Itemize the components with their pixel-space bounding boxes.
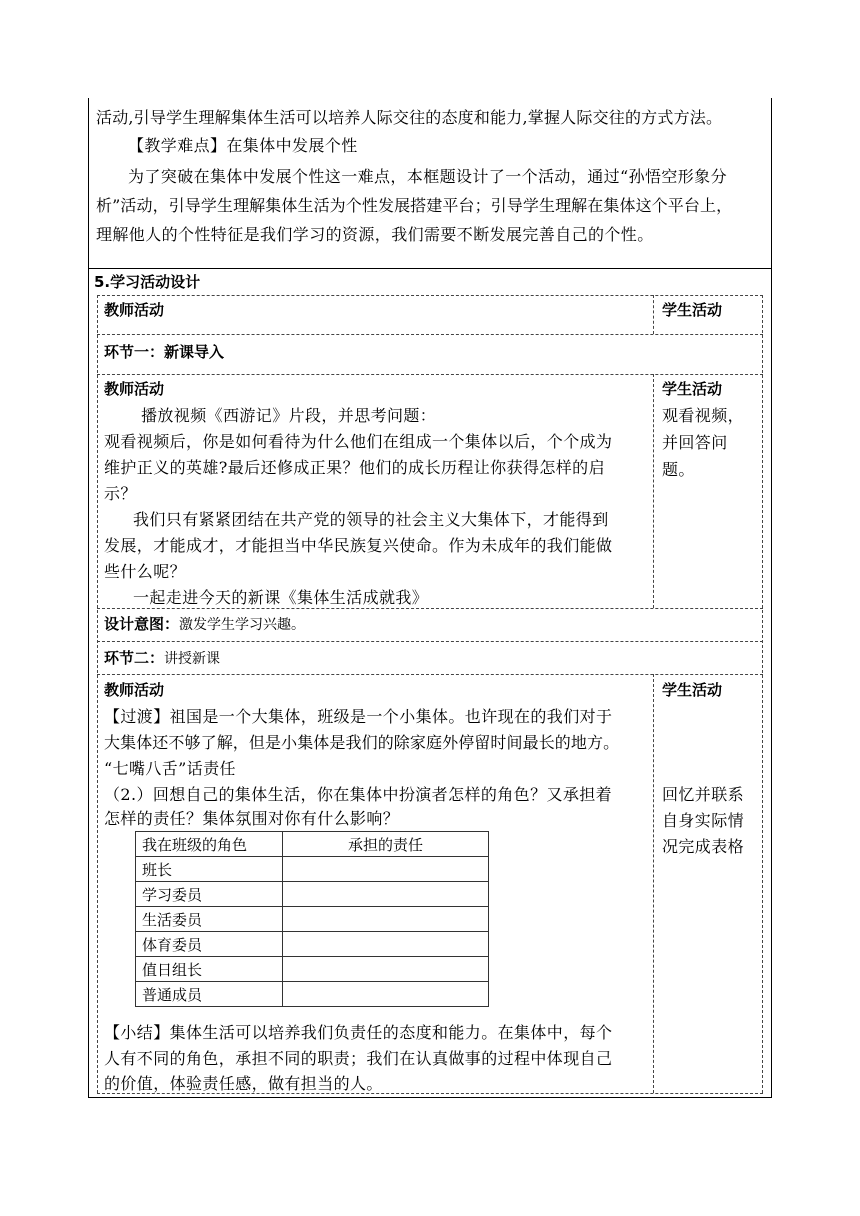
summary-line-3: 的价值，体验责任感，做有担当的人。 [104,1074,383,1093]
stage2-line-1: 【过渡】祖国是一个大集体，班级是一个小集体。也许现在的我们对于 [104,707,613,726]
grid-h-after-intent [97,641,763,642]
stage1-line-3: 维护正义的英雄?最后还修成正果？他们的成长历程让你获得怎样的启 [104,458,605,477]
stage2-line-2: 大集体还不够了解，但是小集体是我们的除家庭外停留时间最长的地方。 [104,733,620,752]
stage2-title-row [104,647,220,670]
stage1-title: 环节一：新课导入 [104,343,225,361]
table-row [136,882,489,907]
roles-table-header-row [136,832,489,857]
grid-v-right [762,295,763,1093]
grid-v-mid-stage1 [653,374,654,608]
stage2-line-5: 怎样的责任？集体氛围对你有什么影响？ [104,809,400,828]
stage2-label: 环节二： [104,649,165,667]
grid-h-after-stage1 [97,374,763,375]
stage2-line-3: “七嘴八舌”话责任 [104,759,236,778]
role-cell: 生活委员 [136,907,283,932]
section-title: 5.学习活动设计 [94,273,201,291]
stage1-line-4: 示？ [104,484,137,503]
duty-cell[interactable] [283,957,489,982]
table-row [136,982,489,1007]
table-row [136,957,489,982]
stage1-line-1: 播放视频《西游记》片段，并思考问题： [141,406,437,425]
intro-line-1: 活动,引导学生理解集体生活可以培养人际交往的态度和能力,掌握人际交往的方式方法。 [96,108,723,127]
duty-cell[interactable] [283,882,489,907]
stage2-text: 讲授新课 [164,651,221,667]
outer-left-border [88,98,89,1098]
grid-v-mid-header [653,295,654,334]
stage2-student-line-3: 况完成表格 [662,837,745,856]
stage1-line-6: 发展，才能成才，才能担当中华民族复兴使命。作为未成年的我们能做 [104,536,613,555]
stage1-student-line-2: 并回答问 [662,433,728,452]
role-cell: 普通成员 [136,982,283,1007]
design-intent-row [104,613,305,636]
outer-bottom-border [88,1097,772,1098]
stage2-teacher-heading: 教师活动 [104,681,165,699]
stage1-line-8: 一起走进今天的新课《集体生活成就我》 [133,588,429,607]
roles-header-duty: 承担的责任 [283,832,489,857]
table-row [136,932,489,957]
grid-h-after-stage2 [97,674,763,675]
grid-h-after-header [97,334,763,335]
header-student-activity: 学生活动 [662,301,723,319]
header-teacher-activity: 教师活动 [104,301,165,319]
role-cell: 学习委员 [136,882,283,907]
role-cell: 体育委员 [136,932,283,957]
roles-header-role: 我在班级的角色 [136,832,283,857]
intro-para-line-3: 理解他人的个性特征是我们学习的资源，我们需要不断发展完善自己的个性。 [96,225,654,244]
intro-para-line-1: 为了突破在集体中发展个性这一难点，本框题设计了一个活动，通过“孙悟空形象分 [128,167,727,186]
duty-cell[interactable] [283,932,489,957]
summary-line-2: 人有不同的角色，承担不同的职责；我们在认真做事的过程中体现自己 [104,1049,613,1068]
design-intent-label: 设计意图： [104,615,180,633]
stage2-student-line-2: 自身实际情 [662,811,745,830]
stage1-line-7: 些什么呢？ [104,562,187,581]
stage1-student-heading: 学生活动 [662,380,723,398]
stage1-teacher-heading: 教师活动 [104,380,165,398]
difficulty-text: 在集体中发展个性 [226,136,358,155]
difficulty-tag: 【教学难点】 [128,136,227,155]
roles-table [135,831,489,1007]
stage2-line-4: （2.）回想自己的集体生活，你在集体中扮演者怎样的角色？又承担着 [104,785,613,804]
duty-cell[interactable] [283,907,489,932]
summary-line-1: 【小结】集体生活可以培养我们负责任的态度和能力。在集体中，每个 [104,1023,613,1042]
table-row [136,907,489,932]
duty-cell[interactable] [283,857,489,882]
grid-v-mid-stage2 [653,674,654,1093]
intro-para-line-2: 析”活动，引导学生理解集体生活为个性发展搭建平台；引导学生理解在集体这个平台上， [96,196,733,215]
stage1-student-line-1: 观看视频， [662,406,745,425]
stage2-student-line-1: 回忆并联系 [662,785,745,804]
role-cell: 班长 [136,857,283,882]
outer-right-border [771,98,772,1098]
role-cell: 值日组长 [136,957,283,982]
stage1-line-2: 观看视频后，你是如何看待为什么他们在组成一个集体以后，个个成为 [104,432,613,451]
grid-v-left [97,295,98,1093]
grid-h-top [97,295,763,296]
difficulty-line [128,133,358,159]
duty-cell[interactable] [283,982,489,1007]
stage1-student-line-3: 题。 [662,460,695,479]
stage1-line-5: 我们只有紧紧团结在共产党的领导的社会主义大集体下，才能得到 [133,510,609,529]
stage2-student-heading: 学生活动 [662,681,723,699]
table-row [136,857,489,882]
design-intent-text: 激发学生学习兴趣。 [179,617,306,633]
section-divider [88,268,772,269]
